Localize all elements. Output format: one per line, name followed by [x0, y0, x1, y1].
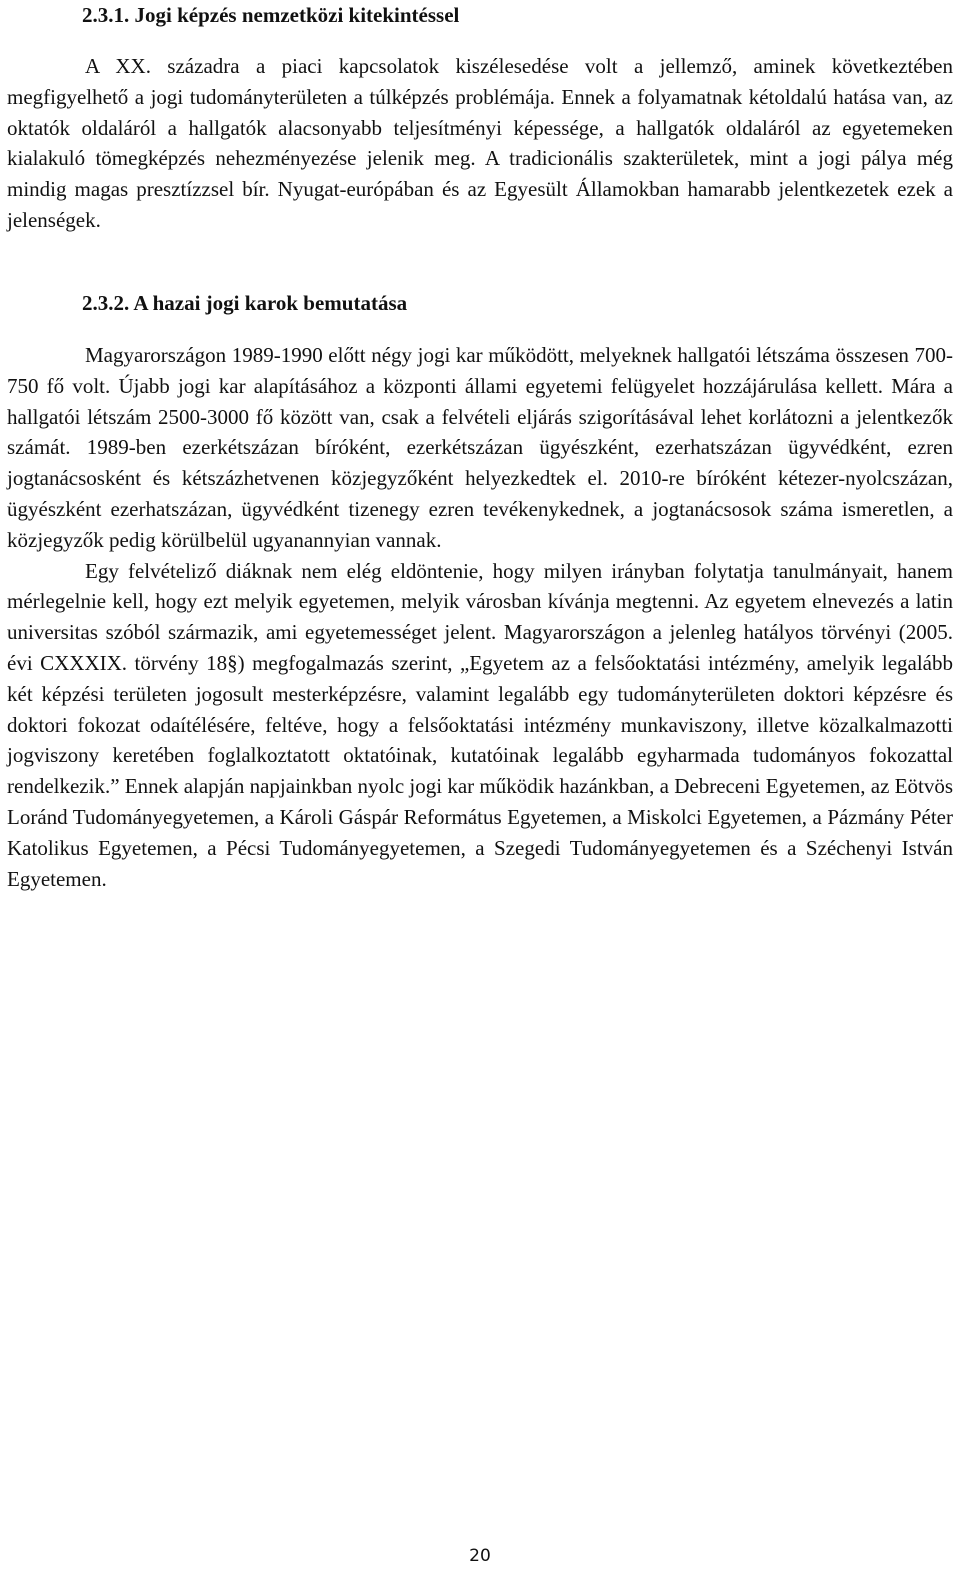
- paragraph: Magyarországon 1989-1990 előtt négy jogi kar működött, melyeknek hallgatói létszáma összesen 700-750 fő volt. Újabb jogi kar alapításához a központi állami egyetemi felügyelet hozzájárulása kellett. Mára a hallgatói létszám 2500-3000 fő között van, csak a felvételi eljárás szigorításával lehet korlátozni a jelentkezők számát. 1989-ben ezerkétszázan bíróként, ezerkétszázan ügyészként, ezerhatszázan ügyvédként, ezren jogtanácsosként és kétszázhetvenen közjegyzőként helyezkedtek el. 2010-re bíróként kétezer-nyolcszázan, ügyészként ezerhatszázan, ügyvédként tizenegy ezren tevékenykednek, a jogtanácsosok száma ismeretlen, a közjegyzők pedig körülbelül ugyanannyian vannak.: [7, 343, 953, 552]
- document-page: [7, 0, 953, 1580]
- page-number: 20: [469, 1546, 491, 1566]
- paragraph: A XX. századra a piaci kapcsolatok kiszélesedése volt a jellemző, aminek következtében megfigyelhető a jogi tudományterületen a túlképzés problémája. Ennek a folyamatnak kétoldalú hatása van, az oktatók oldaláról a hallgatók alacsonyabb teljesítményi képessége, a hallgatók oldaláról az egyetemeken kialakuló tömegképzés nehezményezése jelenik meg. A tradicionális szakterületek, mint a jogi pálya még mindig magas presztízzsel bír. Nyugat-európában és az Egyesült Államokban hamarabb jelentkezetek ezek a jelenségek.: [7, 54, 953, 232]
- section-body-2-3-2: [7, 340, 953, 894]
- section-heading-2-3-1: 2.3.1. Jogi képzés nemzetközi kitekintéssel: [82, 3, 460, 27]
- paragraph: Egy felvételiző diáknak nem elég eldöntenie, hogy milyen irányban folytatja tanulmányait, hanem mérlegelnie kell, hogy ezt melyik egyetemen, melyik városban kívánja megtenni. Az egyetem elnevezés a latin universitas szóból származik, ami egyetemességet jelent. Magyarországon a jelenleg hatályos törvényi (2005. évi CXXXIX. törvény 18§) megfogalmazás szerint, „Egyetem az a felsőoktatási intézmény, amelyik legalább két képzési területen jogosult mesterképzésre, valamint legalább egy tudományterületen doktori képzésre és doktori fokozat odaítélésére, feltéve, hogy a felsőoktatási intézmény munkaviszony, illetve közalkalmazotti jogviszony keretében foglalkoztatott oktatóinak, kutatóinak legalább egyharmada tudományos fokozattal rendelkezik.” Ennek alapján napjainkban nyolc jogi kar működik hazánkban, a Debreceni Egyetemen, az Eötvös Loránd Tudományegyetemen, a Károli Gáspár Református Egyetemen, a Miskolci Egyetemen, a Pázmány Péter Katolikus Egyetemen, a Pécsi Tudományegyetemen, a Szegedi Tudományegyetemen és a Széchenyi István Egyetemen.: [7, 558, 953, 891]
- section-body-2-3-1: [7, 51, 953, 236]
- section-heading-2-3-2: 2.3.2. A hazai jogi karok bemutatása: [82, 291, 408, 315]
